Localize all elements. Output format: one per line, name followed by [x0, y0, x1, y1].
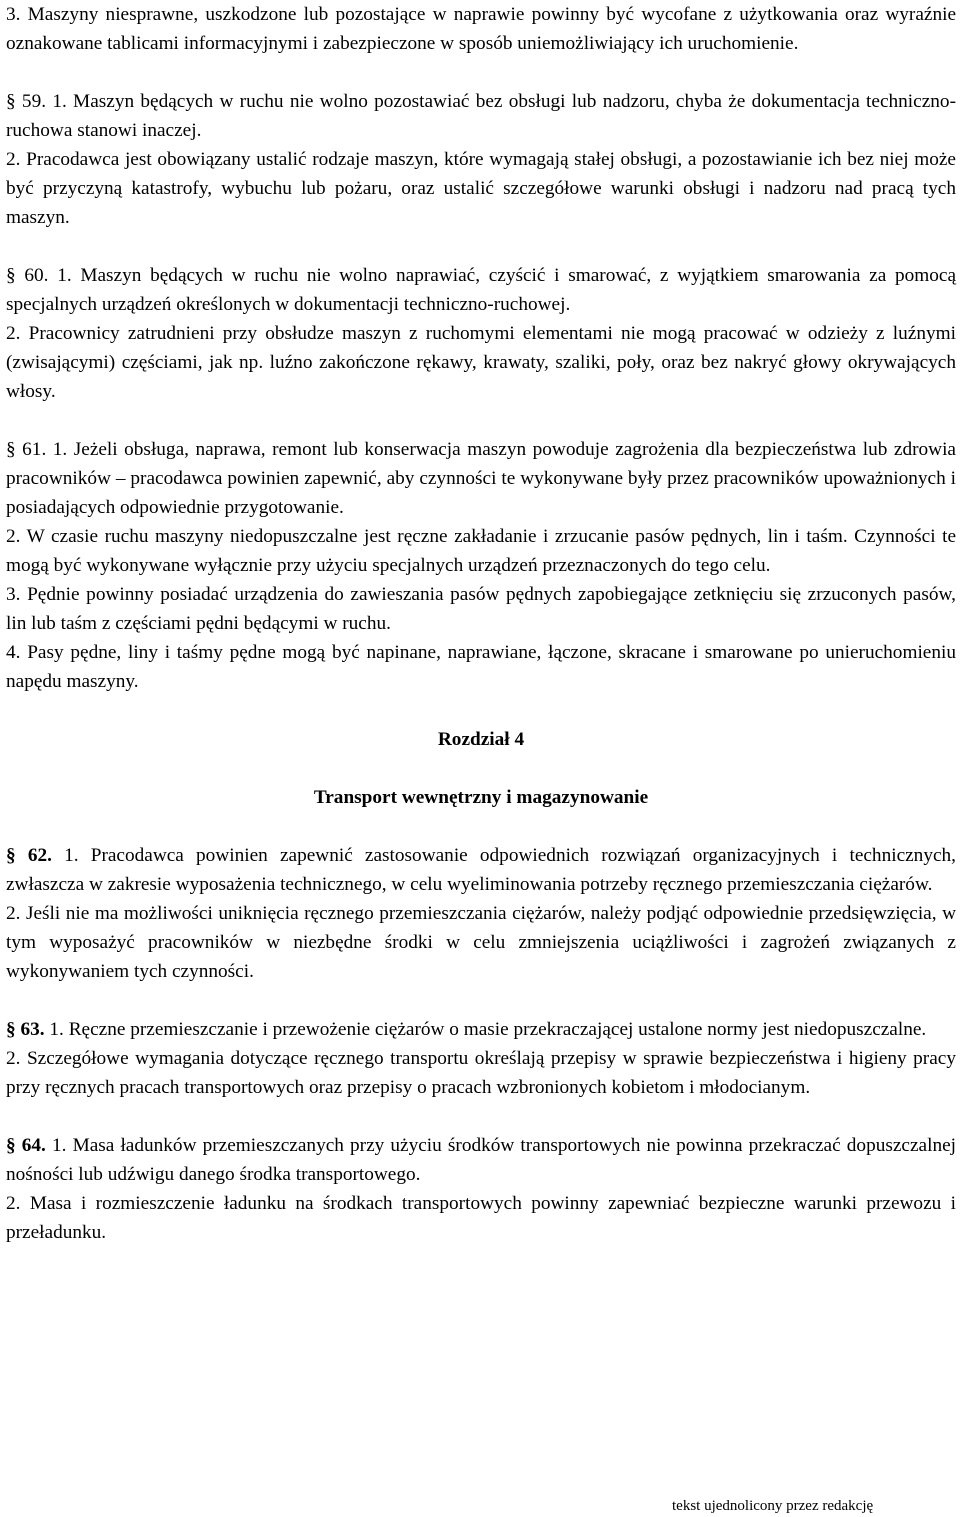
paragraph-61-1: § 61. 1. Jeżeli obsługa, naprawa, remont lub konserwacja maszyn powoduje zagrożenia dla bezpieczeństwa lub zdrowia pracowników – pracodawca powinien zapewnić, aby czynności te wykonywane były przez pracowników upoważnionych i posiadających odpowiednie przygotowanie.	[6, 439, 956, 518]
page-footer: tekst ujednolicony przez redakcję	[672, 1498, 874, 1514]
chapter-number: Rozdział 4	[437, 729, 525, 750]
paragraph-62-2: 2. Jeśli nie ma możliwości uniknięcia ręcznego przemieszczania ciężarów, należy podjąć odpowiednie przedsięwzięcia, w tym wyposażyć pracowników w niezbędne środki w celu zmniejszenia uciążliwości i zagrożeń związanych z wykonywaniem tych czynności.	[6, 903, 956, 982]
paragraph-59-2: 2. Pracodawca jest obowiązany ustalić rodzaje maszyn, które wymagają stałej obsługi, a pozostawianie ich bez niej może być przyczyną katastrofy, wybuchu lub pożaru, oraz ustalić szczegółowe warunki obsługi i nadzoru nad pracą tych maszyn.	[6, 149, 956, 228]
paragraph-60-2: 2. Pracownicy zatrudnieni przy obsłudze maszyn z ruchomymi elementami nie mogą pracować w odzieży z luźnymi (zwisającymi) częściami, jak np. luźno zakończone rękawy, krawaty, szaliki, poły, oraz bez nakryć głowy okrywających włosy.	[6, 323, 956, 402]
paragraph-63-1: § 63. 1. Ręczne przemieszczanie i przewożenie ciężarów o masie przekraczającej ustalone normy jest niedopuszczalne.	[6, 1019, 927, 1040]
section-number-64: 64.	[21, 1135, 46, 1156]
paragraph-62-1: § 62. 1. Pracodawca powinien zapewnić zastosowanie odpowiednich rozwiązań organizacyjnych i technicznych, zwłaszcza w zakresie wyposażenia technicznego, w celu wyeliminowania potrzeby ręcznego przemieszczania ciężarów.	[6, 845, 956, 895]
paragraph-61-2: 2. W czasie ruchu maszyny niedopuszczalne jest ręczne zakładanie i zrzucanie pasów pędnych, lin i taśm. Czynności te mogą być wykonywane wyłącznie przy użyciu specjalnych urządzeń przeznaczonych do tego celu.	[6, 526, 956, 576]
paragraph-58-3: 3. Maszyny niesprawne, uszkodzone lub pozostające w naprawie powinny być wycofane z użytkowania oraz wyraźnie oznakowane tablicami informacyjnymi i zabezpieczone w sposób uniemożliwiający ich uruchomienie.	[6, 4, 956, 54]
chapter-title: Transport wewnętrzny i magazynowanie	[313, 787, 649, 808]
section-number-61: 61.	[22, 439, 47, 460]
section-number-63: 63.	[20, 1019, 45, 1040]
section-number-60: 60.	[24, 265, 49, 286]
paragraph-63-2: 2. Szczegółowe wymagania dotyczące ręcznego transportu określają przepisy w sprawie bezpieczeństwa i higieny pracy przy ręcznych pracach transportowych oraz przepisy o pracach wzbronionych kobietom i młodocianym.	[6, 1048, 956, 1098]
paragraph-61-3: 3. Pędnie powinny posiadać urządzenia do zawieszania pasów pędnych zapobiegające zetknięciu się zrzuconych pasów, lin lub taśm z częściami pędni będącymi w ruchu.	[6, 584, 956, 634]
paragraph-59-1: § 59. 1. Maszyn będących w ruchu nie wolno pozostawiać bez obsługi lub nadzoru, chyba że dokumentacja techniczno-ruchowa stanowi inaczej.	[6, 91, 956, 141]
paragraph-64-1: § 64. 1. Masa ładunków przemieszczanych przy użyciu środków transportowych nie powinna przekraczać dopuszczalnej nośności lub udźwigu danego środka transportowego.	[6, 1135, 956, 1185]
paragraph-64-2: 2. Masa i rozmieszczenie ładunku na środkach transportowych powinny zapewniać bezpieczne warunki przewozu i przeładunku.	[6, 1193, 956, 1243]
document-page	[6, 0, 956, 1247]
paragraph-60-1: § 60. 1. Maszyn będących w ruchu nie wolno naprawiać, czyścić i smarować, z wyjątkiem smarowania za pomocą specjalnych urządzeń określonych w dokumentacji techniczno-ruchowej.	[6, 265, 957, 315]
paragraph-61-4: 4. Pasy pędne, liny i taśmy pędne mogą być napinane, naprawiane, łączone, skracane i smarowane po unieruchomieniu napędu maszyny.	[6, 642, 956, 692]
section-number-59: 59.	[21, 91, 47, 112]
section-number-62: 62.	[27, 845, 52, 866]
